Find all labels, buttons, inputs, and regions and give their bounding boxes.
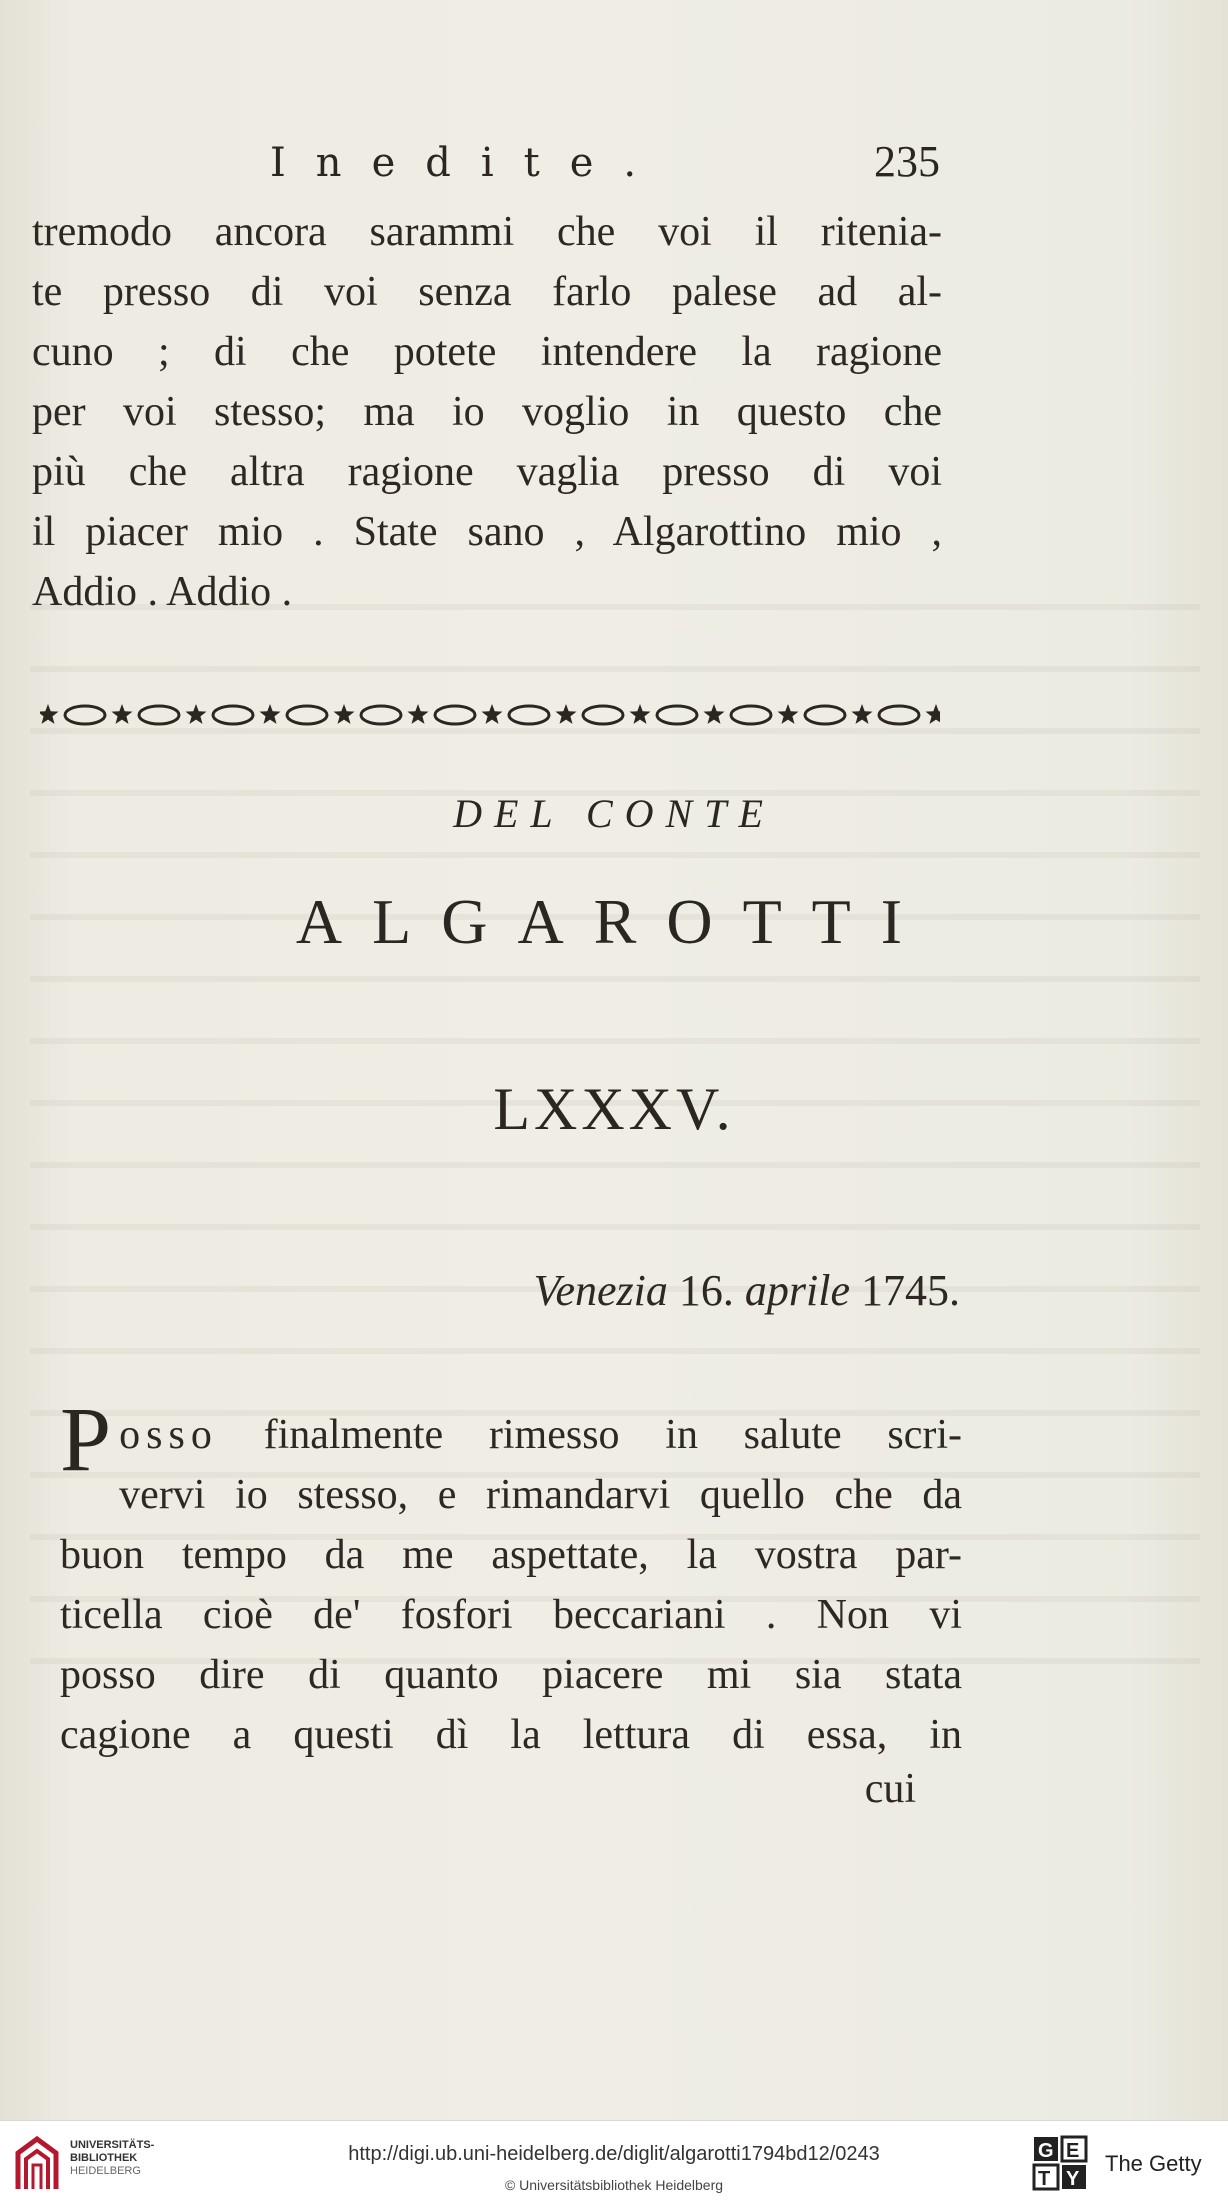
library-name-line: UNIVERSITÄTS- (70, 2139, 155, 2151)
dateline-day: 16. (678, 1266, 734, 1315)
dateline (533, 1265, 960, 1316)
text-line: vervi io stesso, e rimandarvi quello che da (119, 1472, 962, 1518)
letter-body (60, 1388, 962, 1765)
first-word: osso (119, 1412, 218, 1458)
svg-text:T: T (1038, 2168, 1051, 2190)
library-name-line: HEIDELBERG (70, 2165, 141, 2177)
ornament-star (778, 704, 799, 724)
running-head (270, 137, 940, 190)
ornament-star (334, 704, 355, 724)
ornament-star (482, 704, 503, 724)
text-line: più che altra ragione vaglia presso di voi (32, 449, 942, 495)
library-name-line: BIBLIOTHEK (70, 2152, 138, 2164)
text-line: buon tempo da me aspettate, la vostra par- (60, 1532, 962, 1578)
ornament-star (630, 704, 651, 724)
text-line: tremodo ancora sarammi che voi il ritenia- (32, 209, 942, 255)
printers-ornament-rule (40, 695, 940, 735)
ornament-oval (805, 706, 845, 724)
viewer-footer (0, 2120, 1228, 2208)
ornament-oval (509, 706, 549, 724)
ornament-star (260, 704, 281, 724)
text-line (60, 1405, 962, 1465)
text-line: posso dire di quanto piacere mi sia stata (60, 1652, 962, 1698)
text-line: te presso di voi senza farlo palese ad al- (32, 269, 942, 315)
ornament-oval (361, 706, 401, 724)
ornament-oval (435, 706, 475, 724)
ornament-oval (65, 706, 105, 724)
catchword: cui (864, 1766, 916, 1812)
ornament-star (40, 704, 59, 724)
ornament-star (556, 704, 577, 724)
permalink[interactable]: http://digi.ub.uni-heidelberg.de/diglit/algarotti1794bd12/0243 (348, 2143, 880, 2165)
ornament-star (186, 704, 207, 724)
text-line: per voi stesso; ma io voglio in questo che (32, 389, 942, 435)
ornament-star (408, 704, 429, 724)
ornament-oval (139, 706, 179, 724)
dateline-place: Venezia (533, 1266, 668, 1315)
ornament-star (926, 704, 941, 724)
ornament-star (112, 704, 133, 724)
first-line-rest: finalmente rimesso in salute scri- (217, 1412, 962, 1458)
ornament-star (852, 704, 873, 724)
getty-logo-icon[interactable] (1032, 2135, 1088, 2193)
running-head-title: Inedite. (270, 140, 667, 186)
svg-text:E: E (1066, 2140, 1080, 2162)
text-line: Addio . Addio . (32, 569, 293, 615)
letter-heading-author: ALGAROTTI (295, 886, 933, 957)
ornament-star (704, 704, 725, 724)
text-line: il piacer mio . State sano , Algarottino mio , (32, 509, 942, 555)
ornament-oval (731, 706, 771, 724)
svg-text:Y: Y (1066, 2168, 1080, 2190)
text-line: cagione a questi dì la lettura di essa, in (60, 1712, 962, 1758)
dateline-year: 1745. (861, 1266, 960, 1315)
ornament-oval (879, 706, 919, 724)
partner-name[interactable]: The Getty (1105, 2151, 1202, 2176)
ornament-oval (583, 706, 623, 724)
paragraph-continued (32, 202, 942, 622)
drop-cap: P (60, 1388, 112, 1490)
dateline-month: aprile (744, 1266, 850, 1315)
text-line: cuno ; di che potete intendere la ragione (32, 329, 942, 375)
ornament-oval (287, 706, 327, 724)
letter-number: LXXXV. (493, 1076, 735, 1142)
copyright-notice: © Universitätsbibliothek Heidelberg (504, 2177, 724, 2193)
svg-text:G: G (1038, 2140, 1054, 2162)
ornament-oval (657, 706, 697, 724)
letter-heading-small: DEL CONTE (453, 791, 775, 836)
text-line: ticella cioè de' fosfori beccariani . Non vi (60, 1592, 962, 1638)
page-number: 235 (874, 137, 940, 186)
ornament-oval (213, 706, 253, 724)
